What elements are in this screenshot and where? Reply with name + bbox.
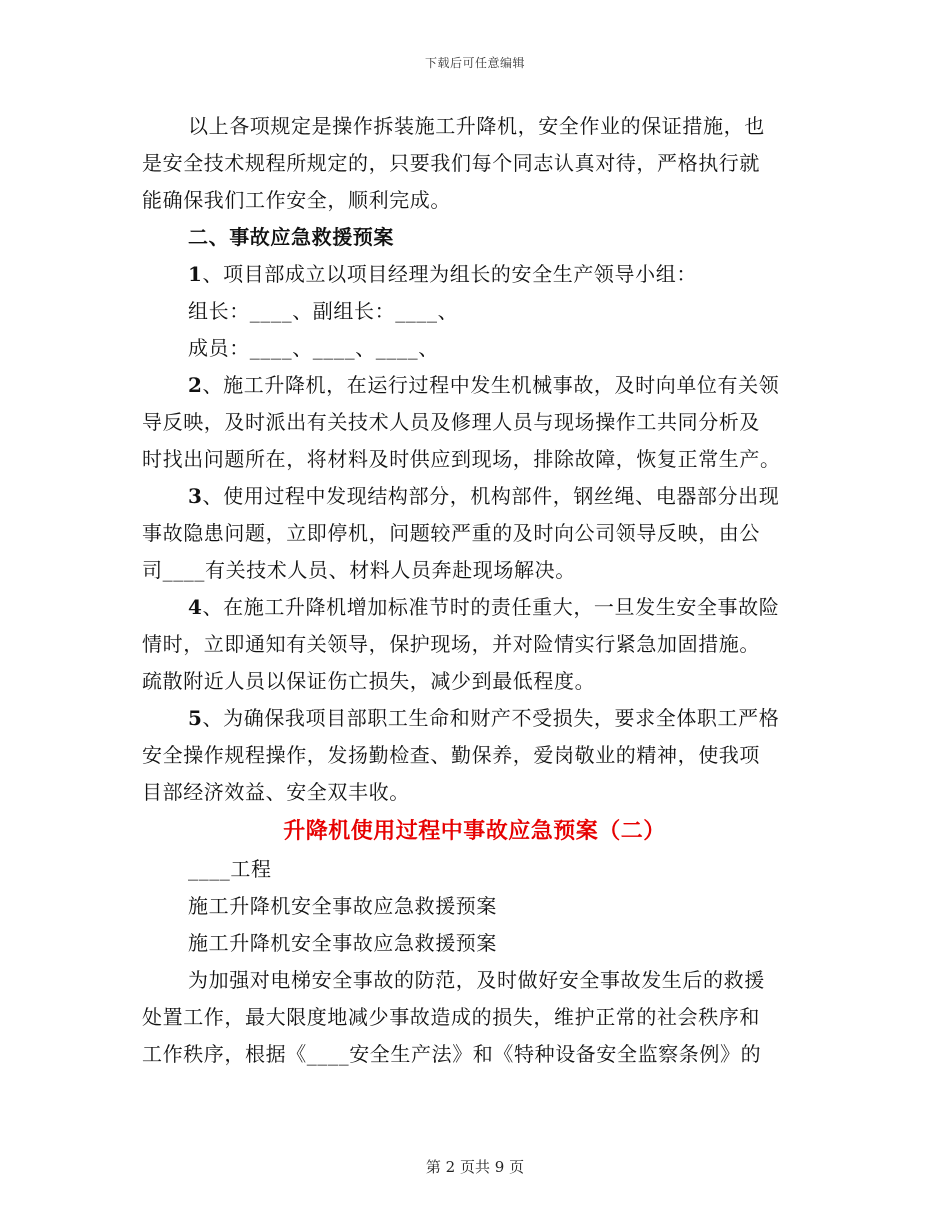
text-line <box>142 700 807 737</box>
item-text: 、为确保我项目部职工生命和财产不受损失，要求全体职工严格 <box>202 706 780 730</box>
item-number: 5 <box>188 706 203 730</box>
text-line: 司____有关技术人员、材料人员奔赴现场解决。 <box>142 558 576 582</box>
text-line: 安全操作规程操作，发扬勤检查、勤保养，爱岗敬业的精神，使我项 <box>142 743 760 767</box>
text-line: 事故隐患问题，立即停机，问题较严重的及时向公司领导反映，由公 <box>142 521 760 545</box>
item-text: 、使用过程中发现结构部分，机构部件，钢丝绳、电器部分出现 <box>202 484 780 508</box>
item-text: 、在施工升降机增加标准节时的责任重大，一旦发生安全事故险 <box>202 595 780 619</box>
page-number-footer: 第 2 页共 9 页 <box>425 1158 525 1176</box>
item-text: 、施工升降机，在运行过程中发生机械事故，及时向单位有关领 <box>202 373 780 397</box>
paragraph-purpose <box>142 962 807 1073</box>
item-2 <box>142 367 807 478</box>
section-heading-emergency-plan: 二、事故应急救援预案 <box>188 225 394 249</box>
item-text: 、项目部成立以项目经理为组长的安全生产领导小组： <box>202 262 697 286</box>
subtitle-line: 施工升降机安全事故应急救援预案 <box>188 931 497 955</box>
text-line: 情时，立即通知有关领导，保护现场，并对险情实行紧急加固措施。 <box>142 632 760 656</box>
text-line <box>142 478 807 515</box>
text-line: 为加强对电梯安全事故的防范，及时做好安全事故发生后的救援 <box>188 968 765 992</box>
document-title-part-2: 升降机使用过程中事故应急预案（二） <box>283 818 666 844</box>
header-note: 下载后可任意编辑 <box>424 56 525 70</box>
text-line: 能确保我们工作安全，顺利完成。 <box>142 188 451 212</box>
text-line: 目部经济效益、安全双丰收。 <box>142 780 410 804</box>
text-line: 是安全技术规程所规定的，只要我们每个同志认真对待，严格执行就 <box>142 151 760 175</box>
document-body <box>142 108 807 1073</box>
members-line: 成员：____、____、____、 <box>188 336 439 360</box>
item-3 <box>142 478 807 589</box>
item-number: 1 <box>188 262 203 286</box>
item-number: 3 <box>188 484 203 508</box>
text-line: 工作秩序，根据《____安全生产法》和《特种设备安全监察条例》的 <box>142 1042 762 1066</box>
text-line: 时找出问题所在，将材料及时供应到现场，排除故障，恢复正常生产。 <box>142 447 781 471</box>
text-line: 以上各项规定是操作拆装施工升降机，安全作业的保证措施，也 <box>188 114 765 138</box>
item-1 <box>142 256 807 293</box>
item-number: 2 <box>188 373 203 397</box>
item-number: 4 <box>188 595 203 619</box>
text-line <box>142 367 807 404</box>
item-4 <box>142 589 807 700</box>
leaders-line: 组长：____、副组长：____、 <box>188 299 459 323</box>
text-line: 处置工作，最大限度地减少事故造成的损失，维护正常的社会秩序和 <box>142 1005 760 1029</box>
paragraph-safety-summary <box>142 108 807 219</box>
project-line: ____工程 <box>188 857 272 881</box>
item-5 <box>142 700 807 811</box>
text-line: 疏散附近人员以保证伤亡损失，减少到最低程度。 <box>142 669 596 693</box>
text-line: 导反映，及时派出有关技术人员及修理人员与现场操作工共同分析及 <box>142 410 760 434</box>
subtitle-line: 施工升降机安全事故应急救援预案 <box>188 894 497 918</box>
text-line <box>142 589 807 626</box>
